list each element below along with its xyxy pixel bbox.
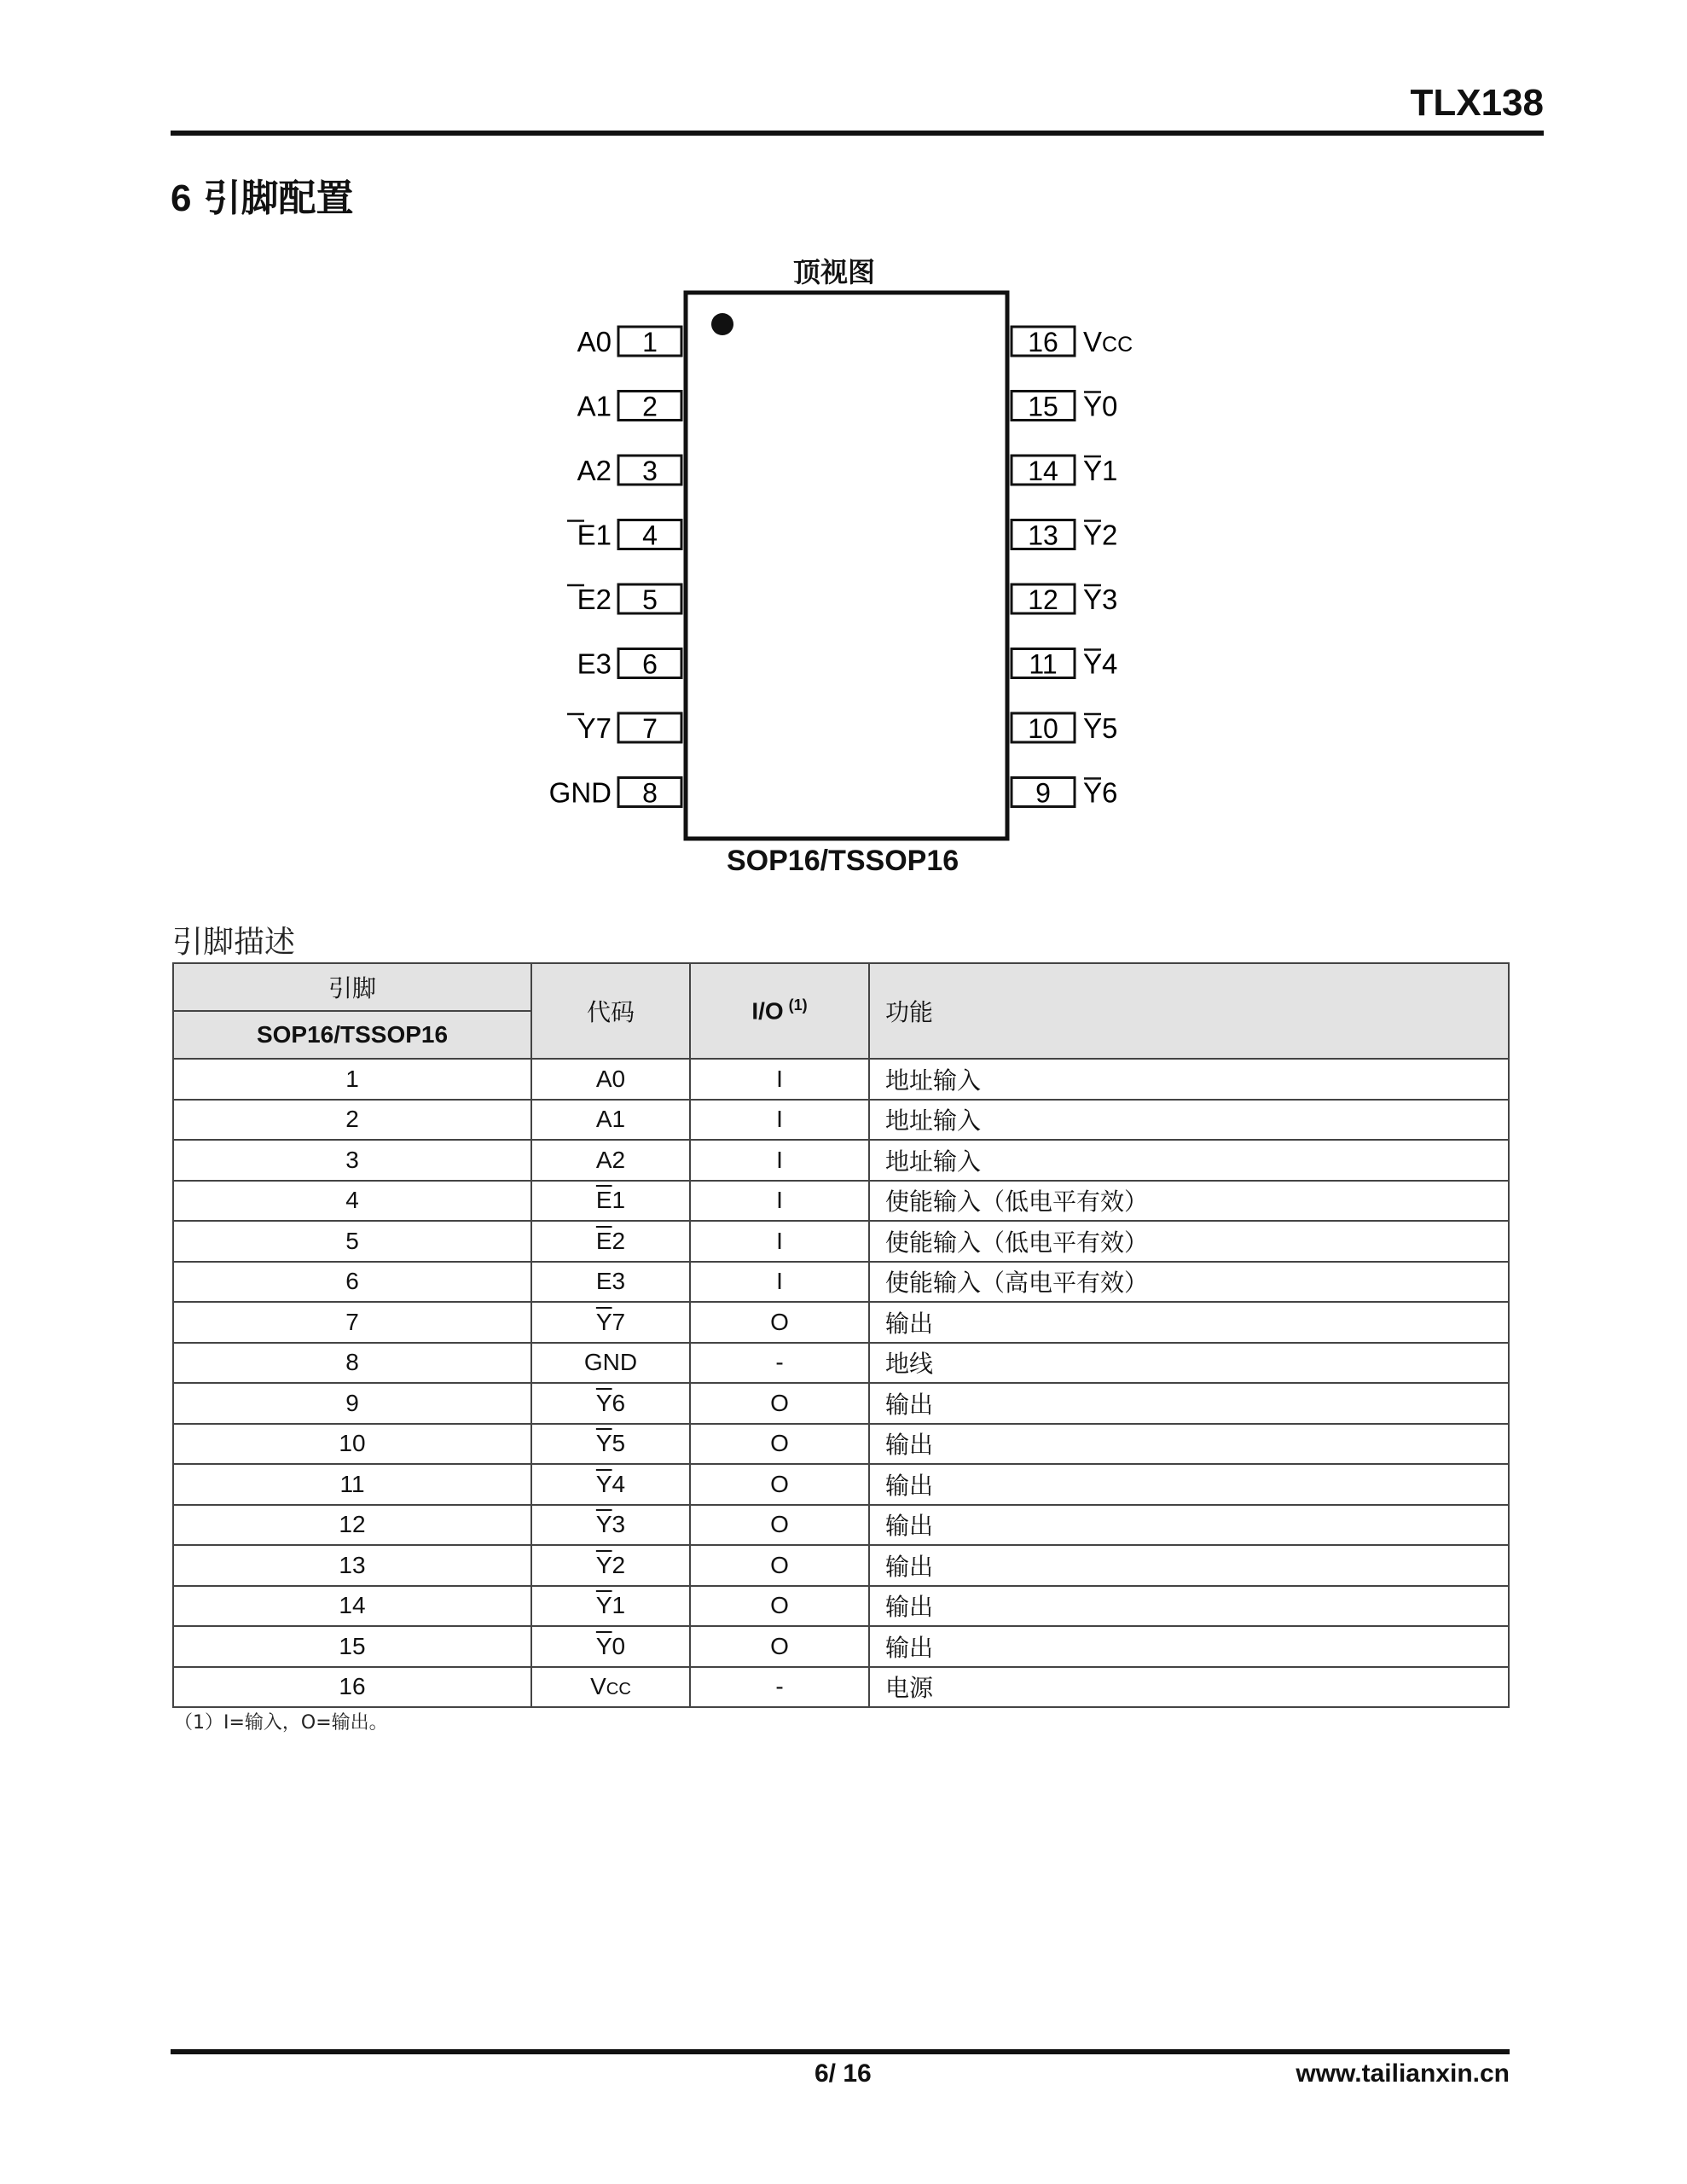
header-io-note: (1)	[788, 996, 808, 1014]
pin-io-cell: -	[690, 1667, 869, 1708]
pin-number-cell: 3	[173, 1140, 531, 1181]
pin-function-cell: 使能输入（低电平有效）	[869, 1181, 1509, 1222]
pin-function-cell: 输出	[869, 1383, 1509, 1424]
right-pin-name-13: Y2	[1083, 519, 1118, 551]
diagram-caption: 顶视图	[793, 256, 876, 288]
left-pin-number-3: 3	[642, 456, 658, 486]
pin-function-cell: 电源	[869, 1667, 1509, 1708]
right-pin-number-15: 15	[1028, 391, 1058, 422]
pin-number-cell: 13	[173, 1545, 531, 1586]
pin-code-cell: A0	[531, 1059, 690, 1100]
pin-code-cell: $\overline{Y}2$	[531, 1545, 690, 1586]
pin1-marker-dot	[711, 313, 733, 335]
right-pin-name-15: Y0	[1083, 390, 1118, 422]
right-pin-name-14: Y1	[1083, 455, 1118, 486]
pin-io-cell: O	[690, 1545, 869, 1586]
left-pin-number-7: 7	[642, 713, 658, 744]
header-package: SOP16/TSSOP16	[173, 1011, 531, 1059]
table-row	[173, 1505, 1509, 1546]
pin-number-cell: 2	[173, 1100, 531, 1141]
pin-code-cell: $\overline{Y}0$	[531, 1626, 690, 1667]
pin-code-cell: A2	[531, 1140, 690, 1181]
pin-number-cell: 14	[173, 1586, 531, 1627]
table-row	[173, 1100, 1509, 1141]
left-pin-name-2: A1	[577, 390, 612, 422]
table-row	[173, 1059, 1509, 1100]
pin-code-cell: E3	[531, 1262, 690, 1303]
right-pin-number-11: 11	[1029, 648, 1058, 680]
pin-code-cell: $\overline{Y}4$	[531, 1464, 690, 1505]
header-io	[690, 963, 869, 1059]
pin-function-cell: 输出	[869, 1545, 1509, 1586]
pin-io-cell: I	[690, 1221, 869, 1262]
pin-code-cell: VCC	[531, 1667, 690, 1708]
left-pin-number-8: 8	[642, 777, 658, 809]
right-pin-number-12: 12	[1028, 584, 1058, 615]
pin-io-cell: O	[690, 1302, 869, 1343]
table-row	[173, 1181, 1509, 1222]
table-row	[173, 1140, 1509, 1181]
left-pin-name-8: GND	[548, 776, 612, 809]
table-row	[173, 1464, 1509, 1505]
pin-function-cell: 地址输入	[869, 1140, 1509, 1181]
pin-function-cell: 使能输入（低电平有效）	[869, 1221, 1509, 1262]
pin-io-cell: O	[690, 1626, 869, 1667]
pin-number-cell: 10	[173, 1424, 531, 1465]
section-number: 6	[171, 177, 192, 219]
table-row	[173, 1626, 1509, 1667]
right-pin-number-14: 14	[1028, 456, 1058, 486]
right-pin-number-10: 10	[1028, 713, 1058, 744]
left-pin-name-3: A2	[577, 455, 612, 486]
pin-io-cell: I	[690, 1181, 869, 1222]
pin-number-cell: 1	[173, 1059, 531, 1100]
header-pin-group: 引脚	[173, 963, 531, 1011]
table-row	[173, 1383, 1509, 1424]
table-row	[173, 1545, 1509, 1586]
pin-code-cell: GND	[531, 1343, 690, 1384]
left-pin-number-2: 2	[642, 391, 658, 422]
pin-number-cell: 12	[173, 1505, 531, 1546]
chip-body	[686, 293, 1007, 839]
right-pin-name-10: Y5	[1083, 712, 1118, 744]
table-row	[173, 1221, 1509, 1262]
pin-function-cell: 地线	[869, 1343, 1509, 1384]
left-pin-number-5: 5	[642, 584, 658, 615]
pin-function-cell: 地址输入	[869, 1059, 1509, 1100]
table-row	[173, 1262, 1509, 1303]
pin-code-cell: $\overline{Y}6$	[531, 1383, 690, 1424]
left-pin-number-4: 4	[642, 520, 658, 551]
pin-io-cell: I	[690, 1059, 869, 1100]
table-footnote: （1）I=输入，O=输出。	[174, 1712, 388, 1734]
table-caption: 引脚描述	[172, 925, 296, 960]
chip-drawing	[0, 0, 1687, 904]
pin-function-cell: 输出	[869, 1626, 1509, 1667]
pin-function-cell: 使能输入（高电平有效）	[869, 1262, 1509, 1303]
left-pin-name-7: Y7	[577, 712, 612, 744]
pin-number-cell: 15	[173, 1626, 531, 1667]
left-pin-name-5: E2	[577, 584, 612, 615]
pin-io-cell: O	[690, 1505, 869, 1546]
pin-io-cell: O	[690, 1424, 869, 1465]
pin-number-cell: 9	[173, 1383, 531, 1424]
pin-io-cell: I	[690, 1100, 869, 1141]
right-pin-number-13: 13	[1028, 520, 1058, 551]
footer-rule	[171, 2049, 1510, 2054]
pin-io-cell: O	[690, 1464, 869, 1505]
table-row	[173, 1586, 1509, 1627]
pin-code-cell: $\overline{E}2$	[531, 1221, 690, 1262]
pin-number-cell: 11	[173, 1464, 531, 1505]
pin-io-cell: -	[690, 1343, 869, 1384]
pin-io-cell: I	[690, 1262, 869, 1303]
right-pin-number-9: 9	[1035, 777, 1051, 809]
pin-io-cell: O	[690, 1586, 869, 1627]
pin-number-cell: 5	[173, 1221, 531, 1262]
table-row	[173, 1343, 1509, 1384]
left-pin-name-6: E3	[577, 648, 612, 680]
left-pin-name-4: E1	[577, 519, 612, 551]
header-function: 功能	[869, 963, 1509, 1059]
right-pin-name-11: Y4	[1083, 648, 1118, 680]
table-row	[173, 1302, 1509, 1343]
pin-code-cell: A1	[531, 1100, 690, 1141]
pin-number-cell: 7	[173, 1302, 531, 1343]
pin-io-cell: O	[690, 1383, 869, 1424]
right-pin-name-16: VCC	[1083, 326, 1133, 357]
footer-url: www.tailianxin.cn	[1296, 2059, 1510, 2088]
pin-number-cell: 8	[173, 1343, 531, 1384]
pin-code-cell: $\overline{Y}5$	[531, 1424, 690, 1465]
right-pin-number-16: 16	[1028, 327, 1058, 357]
right-pin-name-9: Y6	[1083, 776, 1118, 809]
left-pin-number-1: 1	[642, 327, 658, 357]
pin-code-cell: $\overline{E}1$	[531, 1181, 690, 1222]
pin-function-cell: 输出	[869, 1424, 1509, 1465]
pin-description-table	[172, 962, 1510, 1708]
left-pin-number-6: 6	[642, 648, 658, 680]
pin-code-cell: $\overline{Y}7$	[531, 1302, 690, 1343]
package-caption: SOP16/TSSOP16	[727, 845, 959, 877]
right-pin-name-12: Y3	[1083, 584, 1118, 615]
section-title-text: 引脚配置	[203, 177, 354, 220]
pin-function-cell: 地址输入	[869, 1100, 1509, 1141]
pin-io-cell: I	[690, 1140, 869, 1181]
document-title: TLX138	[1410, 82, 1544, 124]
pin-code-cell: $\overline{Y}3$	[531, 1505, 690, 1546]
left-pin-name-1: A0	[577, 326, 612, 357]
pin-diagram	[0, 0, 1687, 904]
pin-function-cell: 输出	[869, 1302, 1509, 1343]
pin-function-cell: 输出	[869, 1586, 1509, 1627]
page-number: 6/ 16	[815, 2059, 872, 2088]
header-io-label: I/O	[751, 997, 784, 1025]
pin-rows	[173, 1059, 1509, 1707]
pin-number-cell: 16	[173, 1667, 531, 1708]
header-code: 代码	[531, 963, 690, 1059]
pin-function-cell: 输出	[869, 1505, 1509, 1546]
pin-function-cell: 输出	[869, 1464, 1509, 1505]
pin-number-cell: 6	[173, 1262, 531, 1303]
pin-code-cell: $\overline{Y}1$	[531, 1586, 690, 1627]
table-row	[173, 1667, 1509, 1708]
pin-number-cell: 4	[173, 1181, 531, 1222]
table-row	[173, 1424, 1509, 1465]
